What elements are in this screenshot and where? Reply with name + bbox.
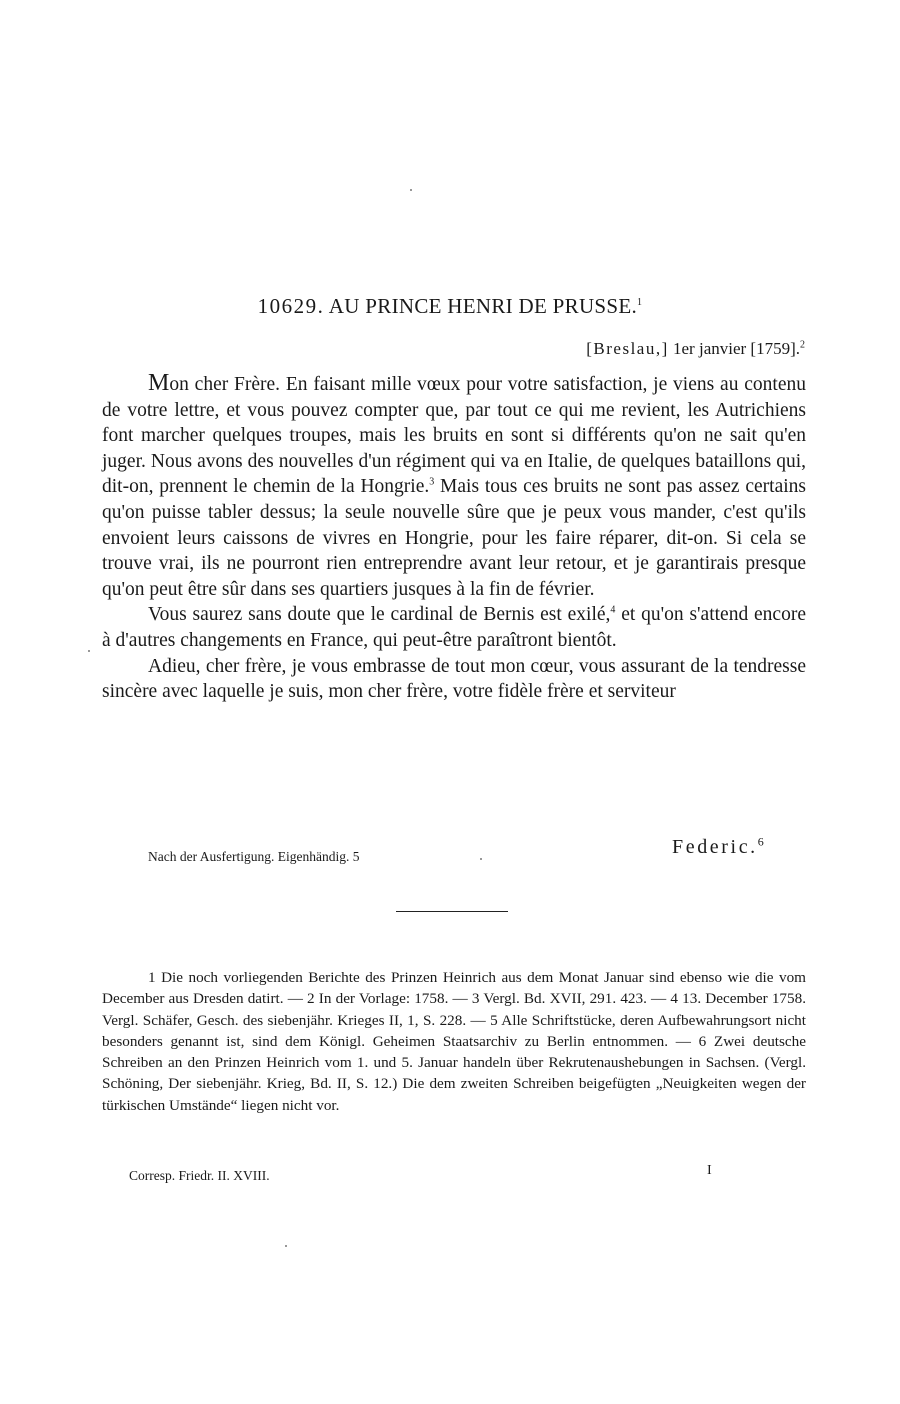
paper-speck <box>285 1245 287 1247</box>
letter-paragraph: Adieu, cher frère, je vous embrasse de tout mon cœur, vous assurant de la tendresse sincère avec laquelle je suis, mon cher frère, votre fidèle frère et serviteur <box>102 655 806 703</box>
letter-paragraph <box>102 371 806 602</box>
letter-number: 10629. <box>257 294 325 318</box>
signature-footnote-ref: 6 <box>757 834 764 849</box>
printer-signature-mark: I <box>707 1163 712 1178</box>
source-text: Nach der Ausfertigung. Eigenhändig. <box>148 849 350 864</box>
letter-paragraph <box>102 602 806 653</box>
paragraph-text: on cher Frère. En faisant mille vœux pour votre satisfaction, je viens au contenu de votre lettre, et vous pouvez compter que, par tout ce qui me revient, les Autrichiens font marcher quelques troupes, mais les bruits en sont si différents qu'on ne sait qu'en juger. Nous avons des nouvelles d'un régiment qui va en Italie, de quelques bataillons qui, dit-on, prennent le chemin de la Hongrie. <box>102 374 806 498</box>
letter-body <box>102 371 806 705</box>
footnote-ref: 3 <box>429 476 435 488</box>
running-title: Corresp. Friedr. II. XVIII. <box>129 1168 270 1183</box>
footnote-divider <box>396 911 508 912</box>
signature-name: Federic. <box>672 836 758 858</box>
dateline-place: [Breslau,] <box>586 339 669 358</box>
paper-speck <box>480 858 482 860</box>
dateline-date: 1er janvier [1759]. <box>673 339 800 358</box>
paragraph-text: Mais tous ces bruits ne sont pas assez certains qu'on puisse tabler dessus; la seule nouvelle sûre que je peux vous mander, c'est qu'ils envoient leurs caissons de vivres en Hongrie, pour les faire réparer, dit-on. Si cela se trouve vrai, ils ne pourront rien entreprendre avant leur retour, et je garantirais presque qu'on peut être sûr dans ses quartiers jusques à la fin de février. <box>102 476 806 600</box>
source-footnote-ref: 5 <box>352 849 360 864</box>
initial-letter: M <box>148 370 170 396</box>
paragraph-text: Vous saurez sans doute que le cardinal de Bernis est exilé, <box>148 604 611 626</box>
footnotes-text: 1 Die noch vorliegenden Berichte des Prinzen Heinrich aus dem Monat Januar sind ebenso wie die vom December aus Dresden datirt. — 2 In der Vorlage: 1758. — 3 Vergl. Bd. XVII, 291. 423. — 4 13. December 1758. Vergl. Schäfer, Gesch. des siebenjähr. Krieges II, 1, S. 228. — 5 Alle Schriftstücke, deren Aufbewahrungsort nicht besonders genannt ist, sind dem Königl. Geheimen Staatsarchiv zu Berlin entnommen. — 6 Zwei deutsche Schreiben an den Prinzen Heinrich vom 1. und 5. Januar handeln über Rekrutenaushebungen in Sachsen. (Vergl. Schöning, Der siebenjähr. Krieg, Bd. II, S. 12.) Die dem zweiten Schreiben beigefügten „Neuigkeiten wegen der türkischen Umstände“ liegen nicht vor. <box>102 969 806 1114</box>
source-note <box>148 849 359 865</box>
letter-title: AU PRINCE HENRI DE PRUSSE. <box>328 294 638 318</box>
signature <box>672 836 764 859</box>
paper-speck <box>410 189 412 191</box>
footnotes <box>102 967 806 1116</box>
letter-heading <box>0 294 900 319</box>
dateline-footnote-ref: 2 <box>800 339 805 351</box>
paper-speck <box>88 650 90 652</box>
dateline <box>586 339 805 359</box>
footnote-ref: 4 <box>610 604 616 616</box>
heading-footnote-ref: 1 <box>637 297 643 308</box>
paragraph-text: et qu'on s'attend encore à d'autres changements en France, qui peut-être paraîtront bientôt. <box>102 604 806 651</box>
